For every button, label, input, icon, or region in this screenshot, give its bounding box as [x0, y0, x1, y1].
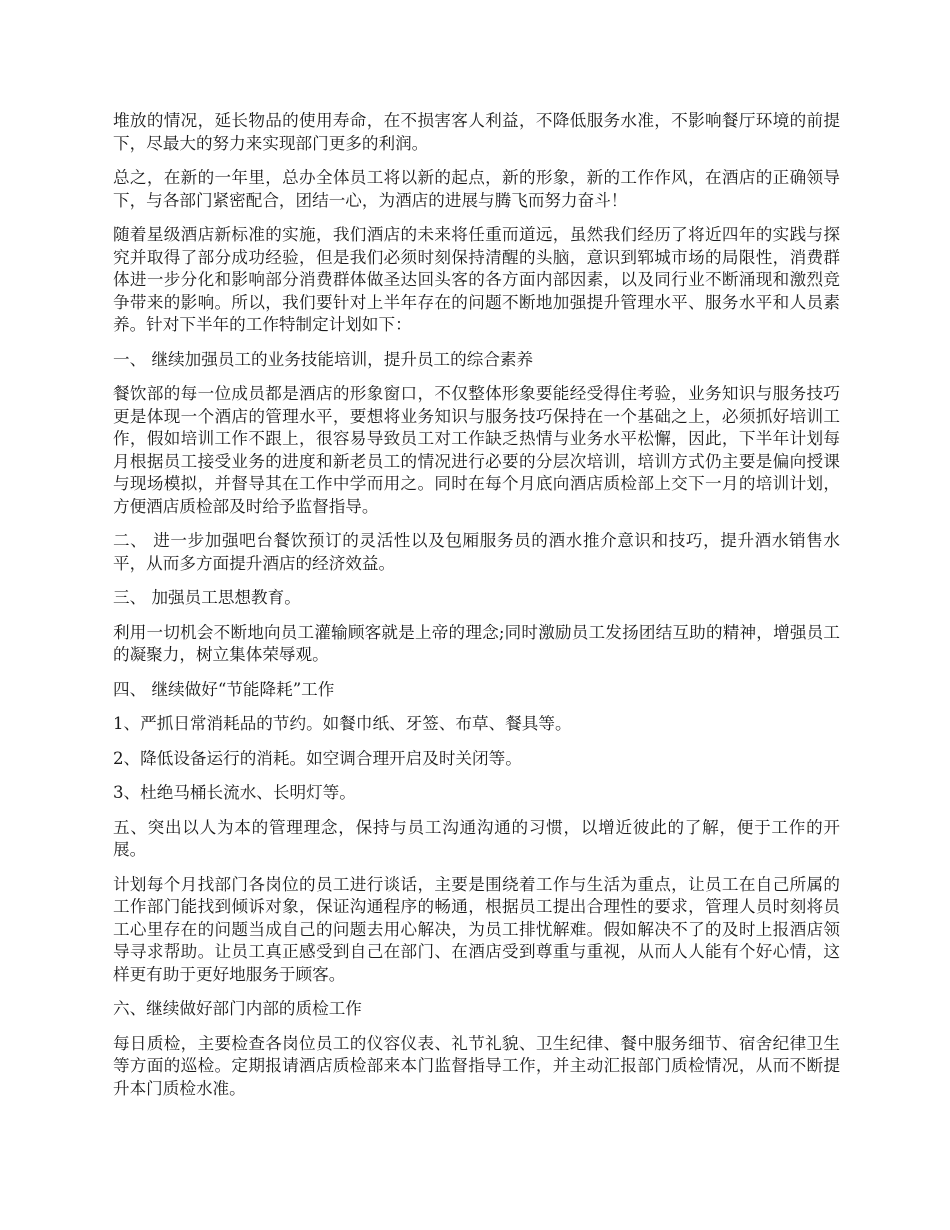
heading-section-5: 五、突出以人为本的管理理念，保持与员工沟通沟通的习惯，以增近彼此的了解，便于工作的开展。	[113, 817, 840, 859]
heading-section-2: 二、 进一步加强吧台餐饮预订的灵活性以及包厢服务员的酒水推介意识和技巧，提升酒水销售水平，从而多方面提升酒店的经济效益。	[113, 531, 840, 573]
heading-section-1: 一、 继续加强员工的业务技能培训，提升员工的综合素养	[113, 349, 534, 369]
paragraph-training: 餐饮部的每一位成员都是酒店的形象窗口，不仅整体形象要能经受得住考验，业务知识与服务技巧更是体现一个酒店的管理水平，要想将业务知识与服务技巧保持在一个基础之上，必须抓好培训工作，假如培训工作不跟上，很容易导致员工对工作缺乏热情与业务水平松懈，因此，下半年计划每月根据员工接受业务的进度和新老员工的情况进行必要的分层次培训，培训方式仍主要是偏向授课与现场模拟，并督导其在工作中学而用之。同时在每个月底向酒店质检部上交下一月的培训计划，方便酒店质检部及时给予监督指导。	[113, 384, 840, 516]
heading-section-3: 三、 加强员工思想教育。	[113, 588, 301, 607]
paragraph-conclusion: 总之，在新的一年里，总办全体员工将以新的起点，新的形象，新的工作作风，在酒店的正确领导下，与各部门紧密配合，团结一心，为酒店的进展与腾飞而努力奋斗！	[113, 168, 840, 210]
paragraph-intro: 随着星级酒店新标准的实施，我们酒店的未来将任重而道远，虽然我们经历了将近四年的实践与探究并取得了部分成功经验，但是我们必须时刻保持清醒的头脑，意识到郓城市场的局限性，消费群体进一步分化和影响部分消费群体做圣达回头客的各方面内部因素，以及同行业不断涌现和激烈竞争带来的影响。所以，我们要针对上半年存在的问题不断地加强提升管理水平、服务水平和人员素养。针对下半年的工作特制定计划如下：	[113, 225, 840, 334]
list-item-1: 1、严抓日常消耗品的节约。如餐巾纸、牙签、布草、餐具等。	[113, 714, 572, 733]
list-item-3: 3、杜绝马桶长流水、长明灯等。	[113, 783, 356, 802]
paragraph-quality-check: 每日质检，主要检查各岗位员工的仪容仪表、礼节礼貌、卫生纪律、餐中服务细节、宿舍纪律卫生等方面的巡检。定期报请酒店质检部来本门监督指导工作，并主动汇报部门质检情况，从而不断提升本门质检水准。	[113, 1033, 840, 1098]
paragraph-communication: 计划每个月找部门各岗位的员工进行谈话，主要是围绕着工作与生活为重点，让员工在自己所属的工作部门能找到倾诉对象，保证沟通程序的畅通，根据员工提出合理性的要求，管理人员时刻将员工心里存在的问题当成自己的问题去用心解决，为员工排忧解难。假如解决不了的及时上报酒店领导寻求帮助。让员工真正感受到自己在部门、在酒店受到尊重与重视，从而人人能有个好心情，这样更有助于更好地服务于顾客。	[113, 874, 840, 984]
paragraph-continuation: 堆放的情况，延长物品的使用寿命，在不损害客人利益，不降低服务水准，不影响餐厅环境的前提下，尽最大的努力来实现部门更多的利润。	[113, 111, 840, 153]
paragraph-education: 利用一切机会不断地向员工灌输顾客就是上帝的理念;同时激励员工发扬团结互助的精神，增强员工的凝聚力，树立集体荣辱观。	[113, 622, 840, 664]
list-item-2: 2、降低设备运行的消耗。如空调合理开启及时关闭等。	[113, 748, 522, 768]
heading-section-4: 四、 继续做好“节能降耗”工作	[113, 679, 335, 699]
heading-section-6: 六、继续做好部门内部的质检工作	[113, 999, 362, 1018]
